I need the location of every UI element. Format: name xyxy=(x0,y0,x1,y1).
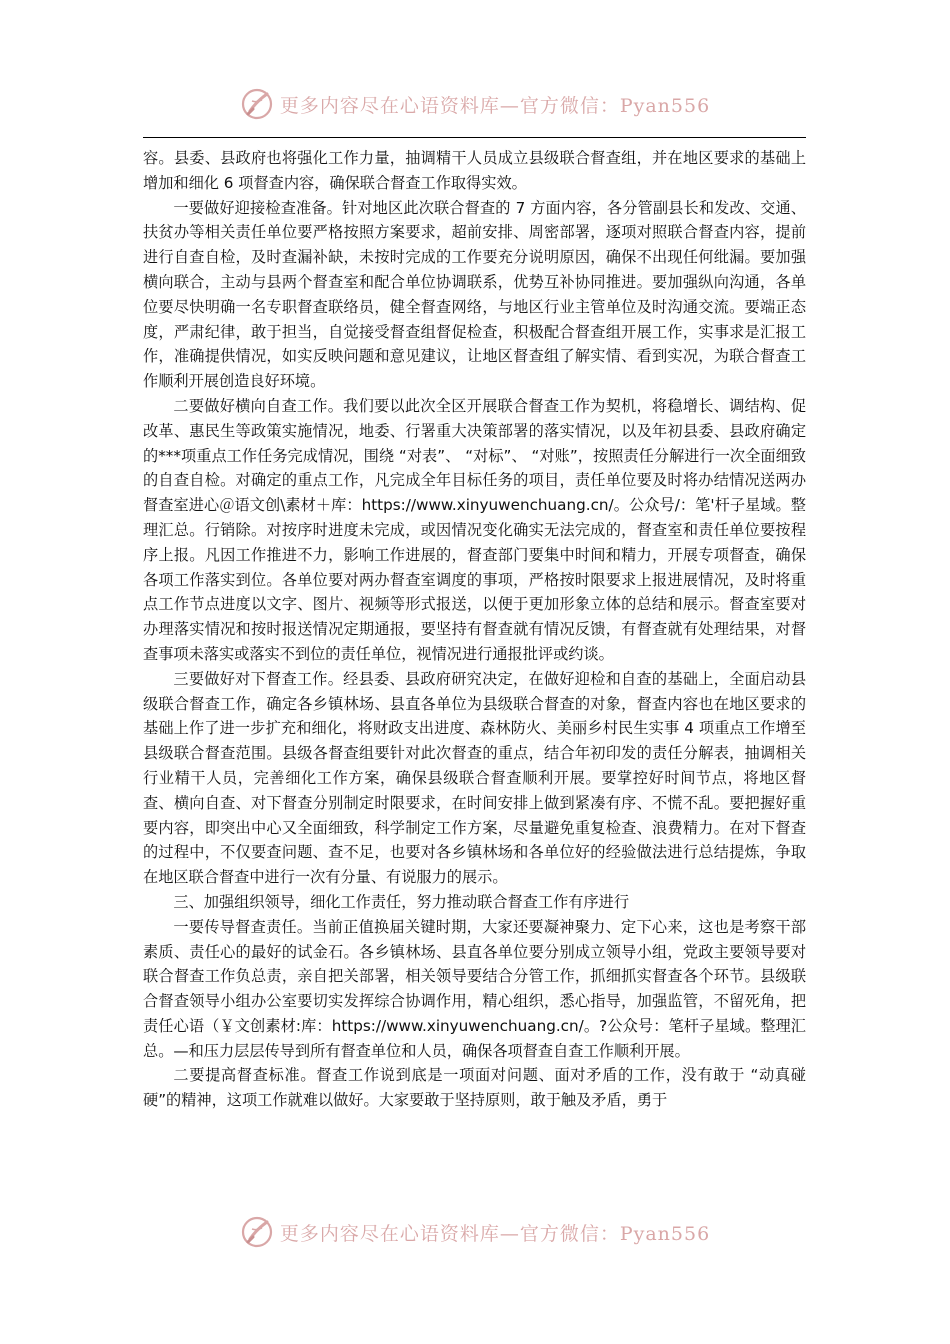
paragraph: 一要做好迎接检查准备。针对地区此次联合督查的 7 方面内容，各分管副县长和发改、交通、扶贫办等相关责任单位要严格按照方案要求，超前安排、周密部署，逐项对照联合督查内容，提前进行自查自检，及时查漏补缺，未按时完成的工作要充分说明原因，确保不出现任何纰漏。要加强横向联合，主动与县两个督查室和配合单位协调联系，优势互补协同推进。要加强纵向沟通，各单位要尽快明确一名专职督查联络员，健全督查网络，与地区行业主管单位及时沟通交流。要端正态度，严肃纪律，敢于担当，自觉接受督查组督促检查，积极配合督查组开展工作，实事求是汇报工作，准确提供情况，如实反映问题和意见建议，让地区督查组了解实情、看到实况，为联合督查工作顺利开展创造良好环境。 xyxy=(143,198,806,391)
paragraph: 二要做好横向自查工作。我们要以此次全区开展联合督查工作为契机，将稳增长、调结构、促改革、惠民生等政策实施情况，地委、行署重大决策部署的落实情况，以及年初县委、县政府确定的***项重点工作任务完成情况，围绕 “对表”、 “对标”、 “对账”，按照责任分解进行一次全面细致的自查自检。对确定的重点工作，凡完成全年目标任务的项目，责任单位要及时将办结情况送两办督查室进心＠语文创\素材＋库：https://www.xinyuwenchuang.cn/。公众号/：笔'杆子星域。整理汇总。行销除。对按序时进度未完成，或因情况变化确实无法完成的，督查室和责任单位要按程序上报。凡因工作推进不力，影响工作进展的，督查部门要集中时间和精力，开展专项督查，确保各项工作落实到位。各单位要对两办督查室调度的事项，严格按时限要求上报进展情况，及时将重点工作节点进度以文字、图片、视频等形式报送，以便于更加形象立体的总结和展示。督查室要对办理落实情况和按时报送情况定期通报，要坚持有督查就有情况反馈，有督查就有处理结果，对督查事项未落实或落实不到位的责任单位，视情况进行通报批评或约谈。 xyxy=(143,396,806,663)
paragraph: 一要传导督查责任。当前正值换届关键时期，大家还要凝神聚力、定下心来，这也是考察干部素质、责任心的最好的试金石。各乡镇林场、县直各单位要分别成立领导小组，党政主要领导要对联合督查工作负总责，亲自把关部署，相关领导要结合分管工作，抓细抓实督查各个环节。县级联合督查领导小组办公室要切实发挥综合协调作用，精心组织，悉心指导，加强监管，不留死角，把责任心语（￥文创素材:库：https://www.xinyuwenchuang.cn/。?公众号：笔杆子星域。整理汇总。—和压力层层传导到所有督查单位和人员，确保各项督查自查工作顺利开展。 xyxy=(143,917,806,1060)
document-body xyxy=(143,146,806,1113)
paragraph: 容。县委、县政府也将强化工作力量，抽调精干人员成立县级联合督查组，并在地区要求的基础上增加和细化 6 项督查内容，确保联合督查工作取得实效。 xyxy=(143,149,806,192)
section-heading: 三、加强组织领导，细化工作责任，努力推动联合督查工作有序进行 xyxy=(173,892,630,911)
paragraph: 二要提高督查标准。督查工作说到底是一项面对问题、面对矛盾的工作，没有敢于 “动真碰硬”的精神，这项工作就难以做好。大家要敢于坚持原则，敢于触及矛盾，勇于 xyxy=(143,1066,806,1110)
brush-logo-icon xyxy=(240,87,274,121)
header-rule xyxy=(143,137,806,138)
watermark-text: 更多内容尽在心语资料库—官方微信：Pyan556 xyxy=(279,94,711,117)
watermark-header xyxy=(0,82,950,126)
watermark-text: 更多内容尽在心语资料库—官方微信：Pyan556 xyxy=(279,1222,711,1245)
brush-logo-icon xyxy=(240,1215,274,1249)
paragraph: 三要做好对下督查工作。经县委、县政府研究决定，在做好迎检和自查的基础上，全面启动县级联合督查工作，确定各乡镇林场、县直各单位为县级联合督查的对象，督查内容也在地区要求的基础上作了进一步扩充和细化，将财政支出进度、森林防火、美丽乡村民生实事 4 项重点工作增至县级联合督查范围。县级各督查组要针对此次督查的重点，结合年初印发的责任分解表，抽调相关行业精干人员，完善细化工作方案，确保县级联合督查顺利开展。要掌控好时间节点，将地区督查、横向自查、对下督查分别制定时限要求，在时间安排上做到紧凑有序、不慌不乱。要把握好重要内容，即突出中心又全面细致，科学制定工作方案，尽量避免重复检查、浪费精力。在对下督查的过程中，不仅要查问题、查不足，也要对各乡镇林场和各单位好的经验做法进行总结提炼，争取在地区联合督查中进行一次有分量、有说服力的展示。 xyxy=(143,669,806,887)
watermark-footer xyxy=(0,1210,950,1254)
